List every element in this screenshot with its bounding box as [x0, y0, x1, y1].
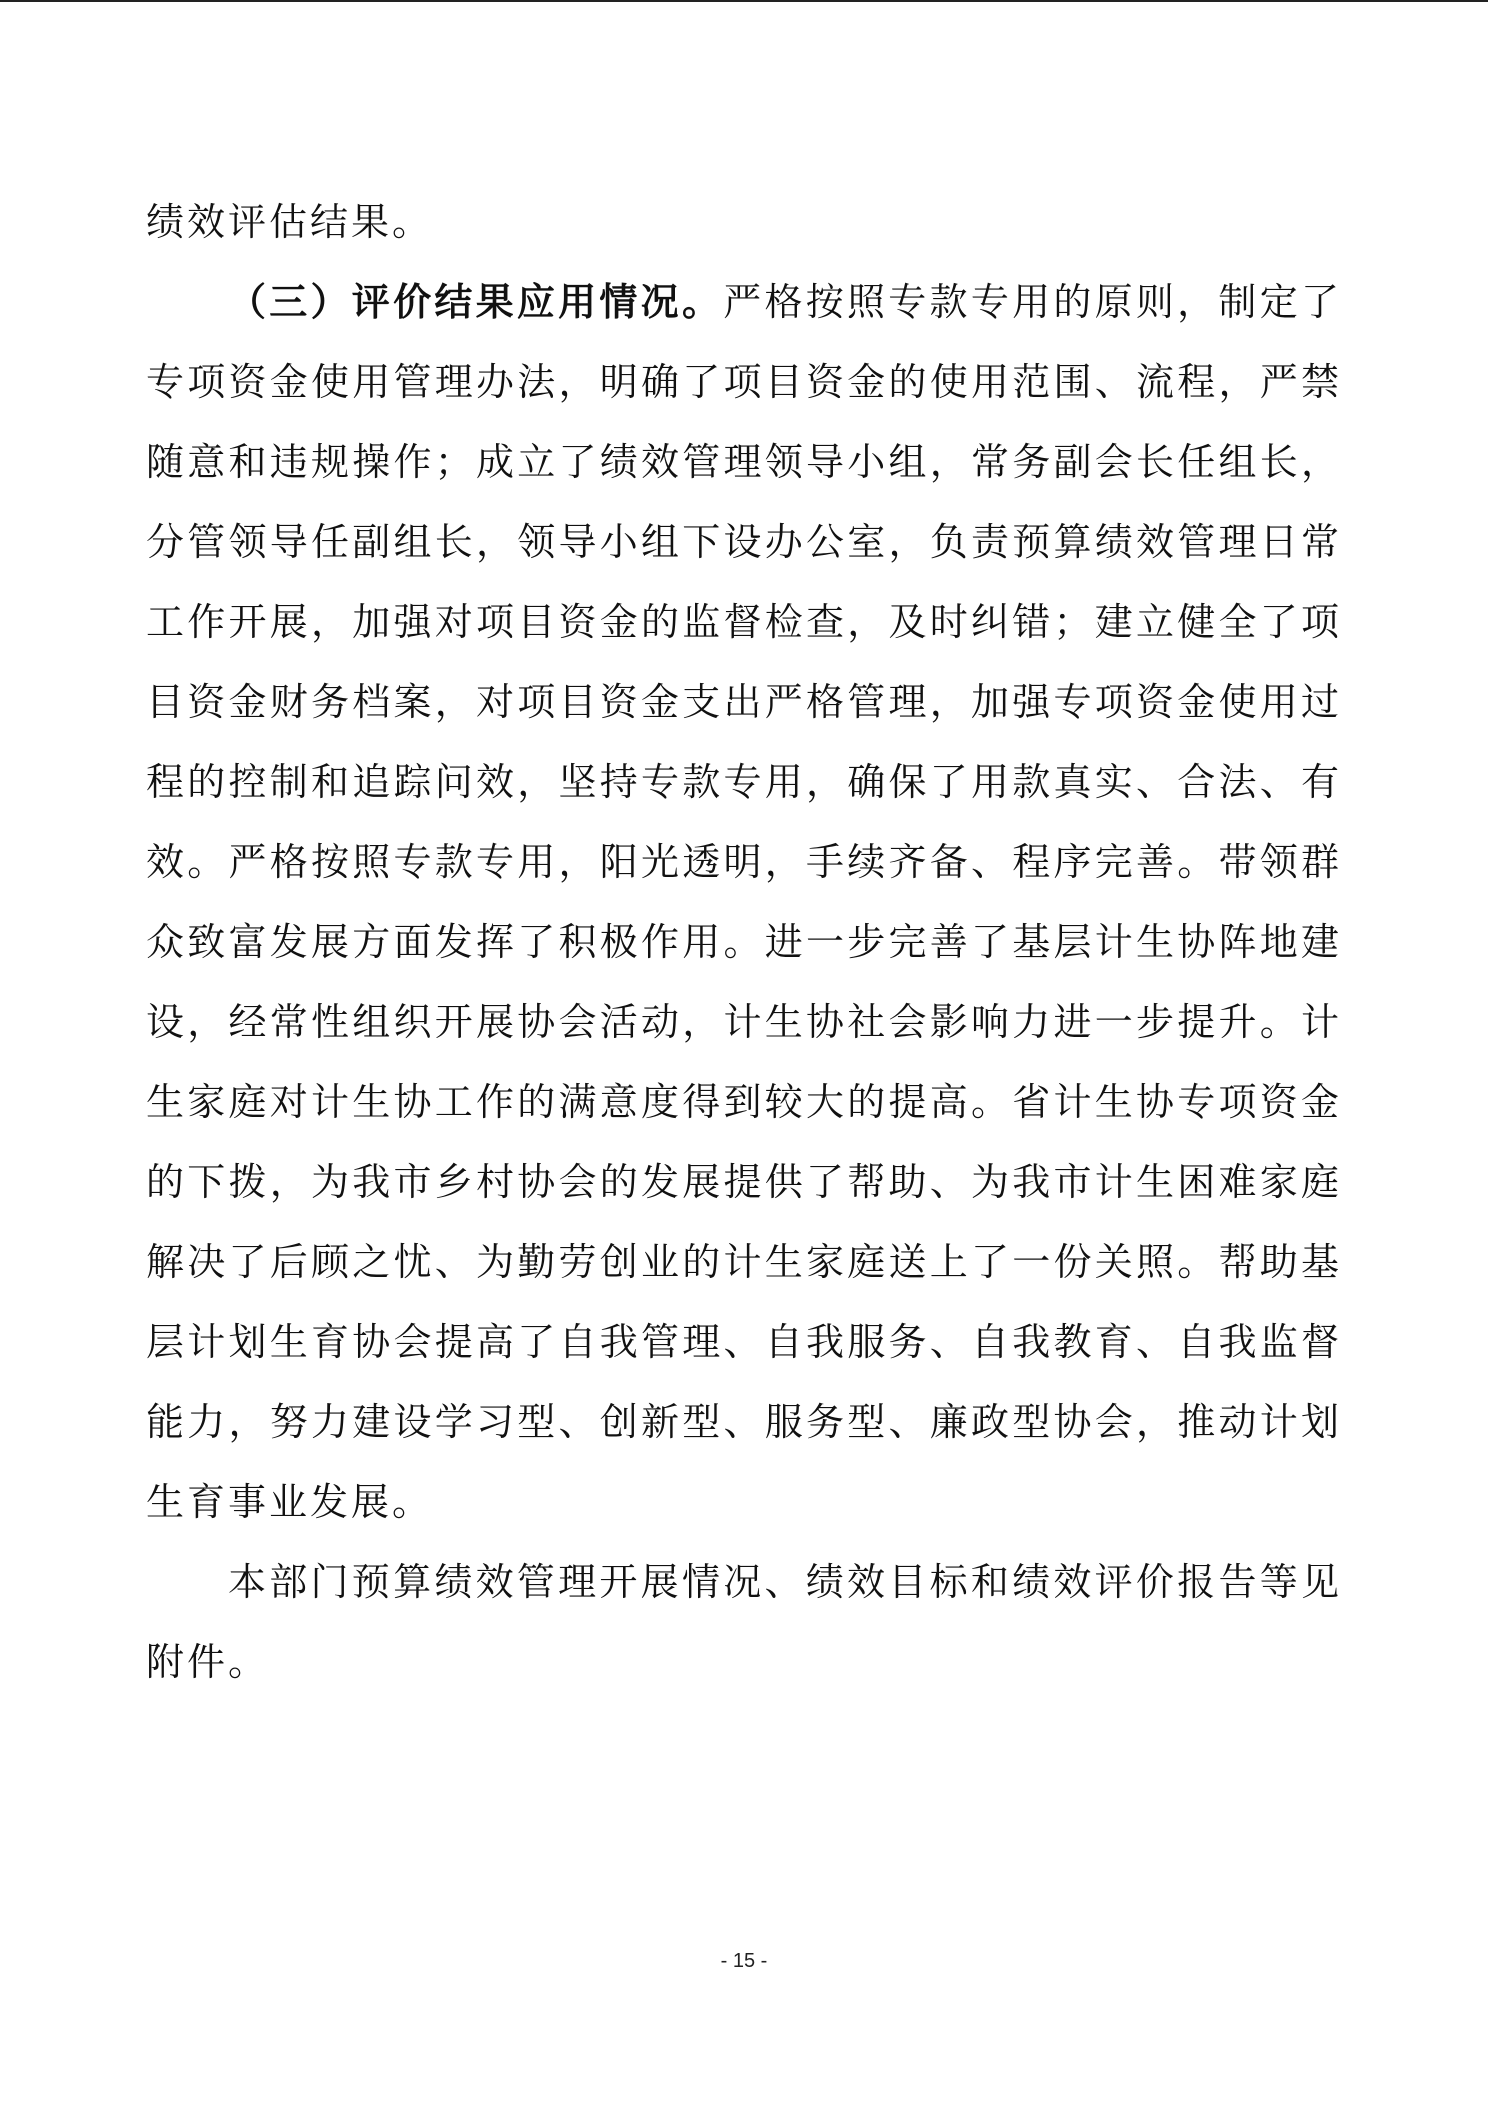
page-number: - 15 - — [720, 1950, 768, 1972]
document-body — [146, 182, 1342, 1702]
section-heading: （三）评价结果应用情况。 — [228, 279, 724, 324]
paragraph-text: 严格按照专款专用的原则，制定了专项资金使用管理办法，明确了项目资金的使用范围、流程，严禁随意和违规操作；成立了绩效管理领导小组，常务副会长任组长，分管领导任副组长，领导小组下设办公室，负责预算绩效管理日常工作开展，加强对项目资金的监督检查，及时纠错；建立健全了项目资金财务档案，对项目资金支出严格管理，加强专项资金使用过程的控制和追踪问效，坚持专款专用，确保了用款真实、合法、有效。严格按照专款专用，阳光透明，手续齐备、程序完善。带领群众致富发展方面发挥了积极作用。进一步完善了基层计生协阵地建设，经常性组织开展协会活动，计生协社会影响力进一步提升。计生家庭对计生协工作的满意度得到较大的提高。省计生协专项资金的下拨，为我市乡村协会的发展提供了帮助、为我市计生困难家庭解决了后顾之忧、为勤劳创业的计生家庭送上了一份关照。帮助基层计划生育协会提高了自我管理、自我服务、自我教育、自我监督能力，努力建设学习型、创新型、服务型、廉政型协会，推动计划生育事业发展。 — [146, 280, 1342, 1524]
paragraph-continuation — [146, 182, 1342, 262]
paragraph-attachment-note — [146, 1542, 1342, 1702]
paragraph-text: 本部门预算绩效管理开展情况、绩效目标和绩效评价报告等见附件。 — [146, 1560, 1342, 1684]
paragraph-text: 绩效评估结果。 — [146, 200, 434, 244]
page-top-border — [0, 0, 1488, 2]
paragraph-evaluation-results — [146, 262, 1342, 1542]
